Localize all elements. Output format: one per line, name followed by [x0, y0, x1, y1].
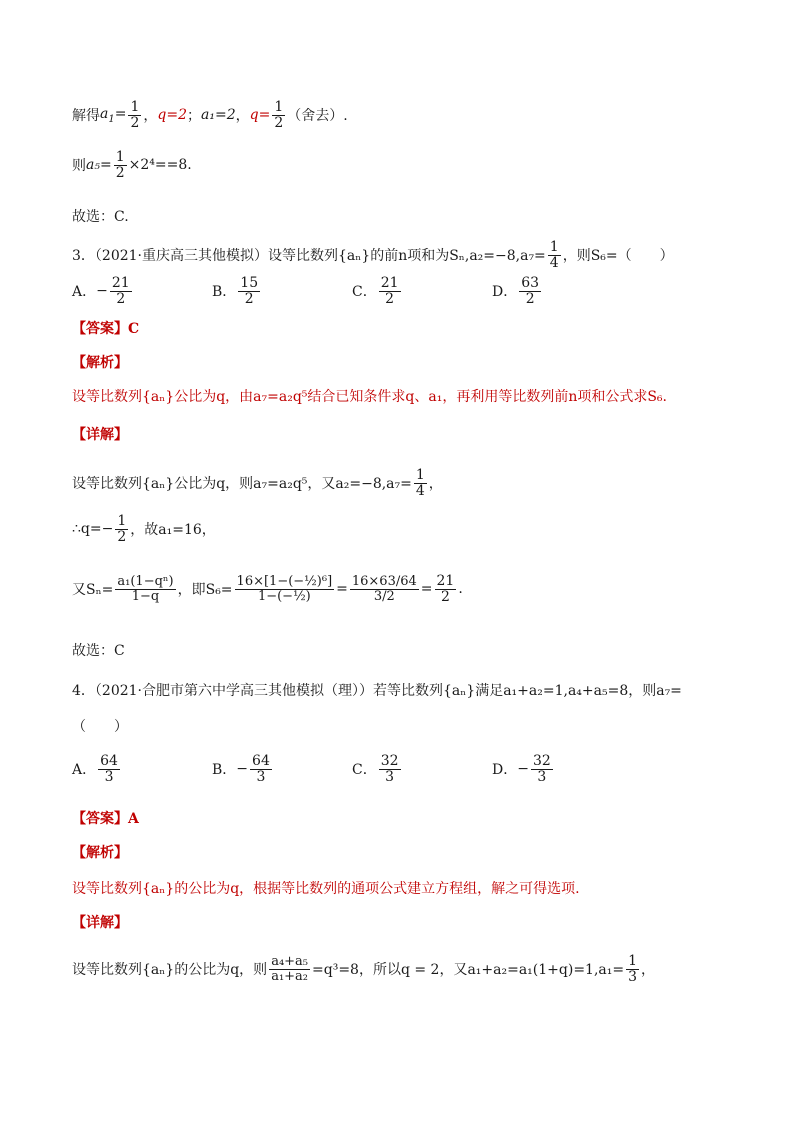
q3-stem: 3．（2021·重庆高三其他模拟）设等比数列{aₙ}的前n项和为Sₙ,a₂=−8,a₇= $\frac{1}{4}$ ，则S₆=（ ）: [72, 239, 674, 271]
solution-line-1: 解得 $a_1=$ $\frac{1}{2}$ ， q=2 ； a₁=2 ， q= $\frac{1}{2}$ （舍去）.: [72, 99, 348, 131]
q4-detail-head: 【详解】: [72, 915, 128, 931]
fraction-half-3: $\frac{1}{2}$: [115, 149, 125, 181]
q3-detail-2: ∴q=− $\frac{1}{2}$ ，故a₁=16，: [72, 513, 216, 545]
q3-detail-1: 设等比数列{aₙ}公比为q，则a₇=a₂q⁵，又a₂=−8,a₇= $\frac{1}{4}$ ，: [72, 467, 443, 499]
q4-option-c: C． $\frac{32}{3}$: [352, 753, 399, 785]
q3-option-a: A． − $\frac{21}{2}$: [72, 275, 130, 307]
fraction-half: $\frac{1}{2}$: [130, 99, 140, 131]
answer-choice-line: 故选：C.: [72, 209, 129, 225]
q4-stem: 4．（2021·合肥市第六中学高三其他模拟（理））若等比数列{aₙ}满足a₁+a₂=1,a₄+a₅=8，则a₇=: [72, 683, 682, 699]
q3-detail-head: 【详解】: [72, 427, 128, 443]
q3-analysis-head: 【解析】: [72, 355, 128, 371]
q4-analysis: 设等比数列{aₙ}的公比为q，根据等比数列的通项公式建立方程组，解之可得选项.: [72, 881, 580, 897]
q3-answer: 【答案】C: [72, 321, 140, 337]
q4-option-a: A． $\frac{64}{3}$: [72, 753, 118, 785]
fraction-half-2: $\frac{1}{2}$: [274, 99, 284, 131]
q4-answer: 【答案】A: [72, 811, 139, 827]
q3-conclusion: 故选：C: [72, 643, 125, 659]
q4-stem-2: （ ）: [72, 719, 128, 735]
q3-options: [72, 276, 632, 306]
q3-analysis: 设等比数列{aₙ}公比为q，由a₇=a₂q⁵结合已知条件求q、a₁，再利用等比数列前n项和公式求S₆.: [72, 389, 667, 405]
q4-analysis-head: 【解析】: [72, 845, 128, 861]
q4-detail-1: 设等比数列{aₙ}的公比为q，则 $\frac{\text{a₄+a₅}}{\text{a₁+a₂}}$ =q³=8，所以q = 2，又a₁+a₂=a₁(1+q)=1,a₁= $\frac{1}{3}$ ，: [72, 953, 656, 985]
q3-option-c: C． $\frac{21}{2}$: [352, 275, 399, 307]
q4-option-b: B． − $\frac{64}{3}$: [212, 753, 270, 785]
q4-option-d: D． − $\frac{32}{3}$: [492, 753, 551, 785]
q3-option-d: D． $\frac{63}{2}$: [492, 275, 540, 307]
solution-line-2: 则 a₅= $\frac{1}{2}$ ×2⁴==8.: [72, 149, 192, 181]
q3-detail-3: 又Sₙ= $\frac{\text{a₁(1−qⁿ)}}{1-q}$ ，即S₆= $\frac{\text{16×[1−(−½)⁶]}}{\text{1−(−½)}}$ = $\frac{16\times 63/64}{3/2}$ = $\frac{21}{2}$ .: [72, 573, 463, 605]
q4-options: [72, 754, 632, 784]
q3-option-b: B． $\frac{15}{2}$: [212, 275, 259, 307]
